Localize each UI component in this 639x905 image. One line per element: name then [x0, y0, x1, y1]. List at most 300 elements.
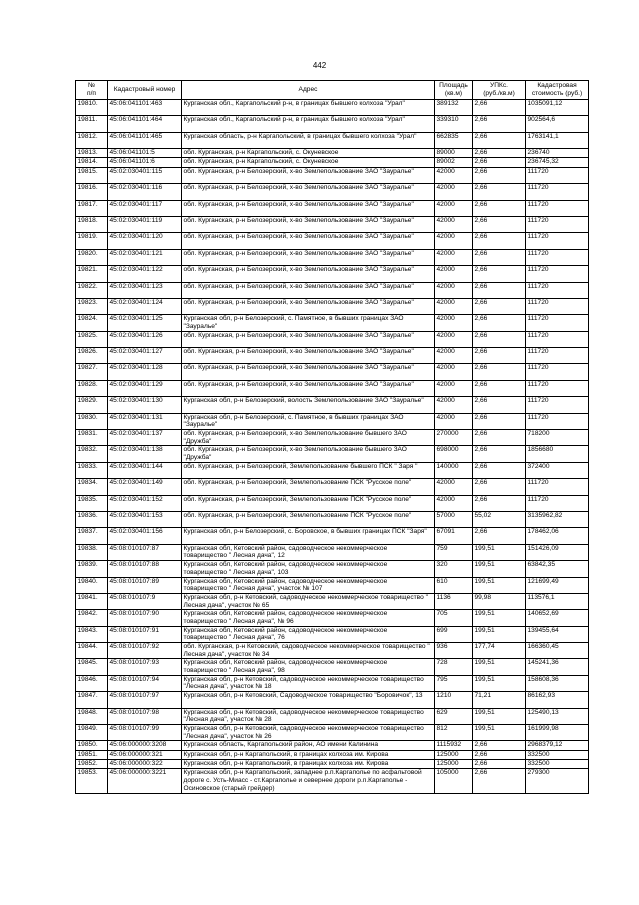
row-number: 19812. — [76, 132, 108, 148]
address: обл. Курганская, р-н Белозерский, Землепользование бывшего ПСК " Заря " — [182, 462, 435, 478]
cadastral-value: 63842,35 — [526, 561, 589, 577]
cadastral-value: 86162,93 — [526, 692, 589, 708]
upks: 2,66 — [473, 397, 526, 413]
address: Курганская обл, Кетовский район, садоводческое некоммерческое товарищество " Лесная дача", 103 — [182, 561, 435, 577]
row-number: 19836. — [76, 511, 108, 527]
cadastral-value: 2968379,12 — [526, 741, 589, 750]
row-number: 19843. — [76, 626, 108, 642]
area: 42000 — [435, 479, 473, 495]
address: Курганская область, Каргапольский район, АО имени Калинина — [182, 741, 435, 750]
cadastral-number: 45:02:030401:122 — [108, 266, 182, 282]
cadastral-number: 45:02:030401:120 — [108, 233, 182, 249]
table-row — [76, 528, 589, 544]
table-header — [76, 81, 589, 100]
cadastral-value: 279300 — [526, 769, 589, 794]
area: 42000 — [435, 298, 473, 314]
address: обл. Курганская, р-н Белозерский, х-во Землепользование ЗАО "Зауралье" — [182, 282, 435, 298]
upks: 2,66 — [473, 380, 526, 396]
upks: 199,51 — [473, 544, 526, 560]
row-number: 19817. — [76, 200, 108, 216]
table-row — [76, 544, 589, 560]
upks: 2,66 — [473, 167, 526, 183]
cadastral-number: 45:06:041101:5 — [108, 149, 182, 158]
upks: 2,66 — [473, 769, 526, 794]
upks: 2,66 — [473, 315, 526, 331]
area: 42000 — [435, 200, 473, 216]
area: 1210 — [435, 692, 473, 708]
address: обл. Курганская, р-н Белозерский, х-во Землепользование ЗАО "Зауралье" — [182, 364, 435, 380]
cadastral-value: 178462,06 — [526, 528, 589, 544]
table-row — [76, 315, 589, 331]
header-area: Площадь (кв.м) — [435, 81, 473, 100]
cadastral-table — [75, 80, 589, 794]
cadastral-value: 145241,36 — [526, 659, 589, 675]
address: обл. Курганская, р-н Белозерский, х-во Землепользование ЗАО "Зауралье" — [182, 184, 435, 200]
cadastral-number: 45:02:030401:156 — [108, 528, 182, 544]
table-row — [76, 233, 589, 249]
area: 339310 — [435, 116, 473, 132]
upks: 2,66 — [473, 282, 526, 298]
area: 42000 — [435, 233, 473, 249]
address: обл. Курганская, р-н Белозерский, Землепользование ПСК "Русское поле" — [182, 479, 435, 495]
header-cadastral-value: Кадастровая стоимость (руб.) — [526, 81, 589, 100]
cadastral-number: 45:06:041101:465 — [108, 132, 182, 148]
address: Курганская обл, Кетовский район, садоводческое некоммерческое товарищество " Лесная дача", 12 — [182, 544, 435, 560]
cadastral-value: 372400 — [526, 462, 589, 478]
address: обл. Курганская, р-н Белозерский, х-во Землепользование ЗАО "Зауралье" — [182, 249, 435, 265]
cadastral-value: 111720 — [526, 200, 589, 216]
area: 42000 — [435, 266, 473, 282]
cadastral-number: 45:02:030401:152 — [108, 495, 182, 511]
upks: 2,66 — [473, 298, 526, 314]
area: 42000 — [435, 364, 473, 380]
area: 125000 — [435, 750, 473, 759]
area: 759 — [435, 544, 473, 560]
area: 42000 — [435, 167, 473, 183]
cadastral-value: 111720 — [526, 184, 589, 200]
table-row — [76, 675, 589, 691]
row-number: 19842. — [76, 610, 108, 626]
row-number: 19820. — [76, 249, 108, 265]
upks: 2,66 — [473, 149, 526, 158]
table-row — [76, 397, 589, 413]
table-row — [76, 462, 589, 478]
address: обл. Курганская, р-н Белозерский, х-во Землепользование ЗАО "Зауралье" — [182, 216, 435, 232]
cadastral-number: 45:08:010107:9 — [108, 593, 182, 609]
address: обл. Курганская, р-н Белозерский, х-во Землепользование ЗАО "Зауралье" — [182, 233, 435, 249]
row-number: 19816. — [76, 184, 108, 200]
area: 629 — [435, 708, 473, 724]
cadastral-number: 45:02:030401:116 — [108, 184, 182, 200]
row-number: 19851. — [76, 750, 108, 759]
area: 728 — [435, 659, 473, 675]
address: Курганская обл, р-н Белозерский, с. Памятное, в бывших границах ЗАО "Зауралье" — [182, 315, 435, 331]
area: 699 — [435, 626, 473, 642]
area: 795 — [435, 675, 473, 691]
area: 936 — [435, 643, 473, 659]
row-number: 19828. — [76, 380, 108, 396]
page-number: 442 — [312, 61, 327, 70]
row-number: 19840. — [76, 577, 108, 593]
table-row — [76, 331, 589, 347]
table-row — [76, 741, 589, 750]
area: 42000 — [435, 413, 473, 429]
cadastral-number: 45:06:000000:3208 — [108, 741, 182, 750]
table-row — [76, 184, 589, 200]
upks: 2,66 — [473, 495, 526, 511]
cadastral-number: 45:06:000000:321 — [108, 750, 182, 759]
area: 67091 — [435, 528, 473, 544]
cadastral-value: 166360,45 — [526, 643, 589, 659]
address: Курганская обл, р-н Кетовский, садоводческое некоммерческое товарищество "Лесная дача", участок № 28 — [182, 708, 435, 724]
address: обл. Курганская, р-н Белозерский, х-во Землепользование бывшего ЗАО "Дружба" — [182, 446, 435, 462]
cadastral-value: 111720 — [526, 495, 589, 511]
upks: 199,51 — [473, 725, 526, 741]
address: Курганская обл., Каргапольский р-н, в границах бывшего колхоза "Урал" — [182, 100, 435, 116]
row-number: 19847. — [76, 692, 108, 708]
area: 42000 — [435, 315, 473, 331]
upks: 2,66 — [473, 116, 526, 132]
table-row — [76, 413, 589, 429]
row-number: 19813. — [76, 149, 108, 158]
row-number: 19837. — [76, 528, 108, 544]
table-row — [76, 430, 589, 446]
row-number: 19834. — [76, 479, 108, 495]
upks: 99,98 — [473, 593, 526, 609]
cadastral-value: 1763141,1 — [526, 132, 589, 148]
address: обл. Курганская, р-н Белозерский, х-во Землепользование ЗАО "Зауралье" — [182, 331, 435, 347]
address: Курганская обл, р-н Кетовский, садоводческое некоммерческое товарищество "Лесная дача", участок № 18 — [182, 675, 435, 691]
cadastral-value: 332500 — [526, 760, 589, 769]
cadastral-value: 111720 — [526, 348, 589, 364]
table-row — [76, 577, 589, 593]
row-number: 19839. — [76, 561, 108, 577]
cadastral-number: 45:02:030401:121 — [108, 249, 182, 265]
cadastral-value: 121699,49 — [526, 577, 589, 593]
cadastral-number: 45:08:010107:88 — [108, 561, 182, 577]
cadastral-value: 111720 — [526, 413, 589, 429]
area: 42000 — [435, 216, 473, 232]
cadastral-value: 111720 — [526, 282, 589, 298]
table-row — [76, 132, 589, 148]
table-row — [76, 149, 589, 158]
address: обл. Курганская, р-н Белозерский, х-во Землепользование ЗАО "Зауралье" — [182, 348, 435, 364]
cadastral-number: 45:02:030401:130 — [108, 397, 182, 413]
address: обл. Курганская, р-н Белозерский, х-во Землепользование бывшего ЗАО "Дружба" — [182, 430, 435, 446]
area: 42000 — [435, 397, 473, 413]
upks: 2,66 — [473, 348, 526, 364]
area: 42000 — [435, 348, 473, 364]
area: 610 — [435, 577, 473, 593]
area: 389132 — [435, 100, 473, 116]
area: 812 — [435, 725, 473, 741]
cadastral-value: 236740 — [526, 149, 589, 158]
upks: 199,51 — [473, 708, 526, 724]
upks: 2,66 — [473, 266, 526, 282]
row-number: 19824. — [76, 315, 108, 331]
row-number: 19827. — [76, 364, 108, 380]
row-number: 19850. — [76, 741, 108, 750]
cadastral-number: 45:02:030401:124 — [108, 298, 182, 314]
area: 89000 — [435, 149, 473, 158]
upks: 2,66 — [473, 479, 526, 495]
area: 1115932 — [435, 741, 473, 750]
row-number: 19815. — [76, 167, 108, 183]
cadastral-value: 111720 — [526, 479, 589, 495]
address: Курганская обл, р-н Белозерский, с. Боровское, в бывших границах ПСК "Заря" — [182, 528, 435, 544]
upks: 199,51 — [473, 577, 526, 593]
upks: 199,51 — [473, 626, 526, 642]
area: 42000 — [435, 495, 473, 511]
address: Курганская обл, р-н Каргапольский, в границах колхоза им. Кирова — [182, 760, 435, 769]
area: 705 — [435, 610, 473, 626]
cadastral-value: 151426,09 — [526, 544, 589, 560]
address: обл. Курганская, р-н Каргапольский, с. Окуневское — [182, 158, 435, 167]
row-number: 19814. — [76, 158, 108, 167]
row-number: 19833. — [76, 462, 108, 478]
upks: 2,66 — [473, 446, 526, 462]
row-number: 19822. — [76, 282, 108, 298]
cadastral-number: 45:02:030401:137 — [108, 430, 182, 446]
address: Курганская обл, р-н Каргапольский, в границах колхоза им. Кирова — [182, 750, 435, 759]
table-row — [76, 725, 589, 741]
cadastral-number: 45:08:010107:97 — [108, 692, 182, 708]
cadastral-value: 111720 — [526, 331, 589, 347]
area: 125000 — [435, 760, 473, 769]
table-row — [76, 100, 589, 116]
area: 140000 — [435, 462, 473, 478]
row-number: 19849. — [76, 725, 108, 741]
row-number: 19852. — [76, 760, 108, 769]
row-number: 19829. — [76, 397, 108, 413]
table-row — [76, 750, 589, 759]
row-number: 19818. — [76, 216, 108, 232]
row-number: 19835. — [76, 495, 108, 511]
cadastral-number: 45:02:030401:123 — [108, 282, 182, 298]
row-number: 19825. — [76, 331, 108, 347]
row-number: 19845. — [76, 659, 108, 675]
area: 270000 — [435, 430, 473, 446]
upks: 2,66 — [473, 184, 526, 200]
row-number: 19811. — [76, 116, 108, 132]
address: обл. Курганская, р-н Белозерский, х-во Землепользование ЗАО "Зауралье" — [182, 266, 435, 282]
upks: 2,66 — [473, 331, 526, 347]
cadastral-number: 45:06:000000:322 — [108, 760, 182, 769]
cadastral-value: 332500 — [526, 750, 589, 759]
area: 42000 — [435, 282, 473, 298]
table-row — [76, 479, 589, 495]
cadastral-value: 140652,69 — [526, 610, 589, 626]
cadastral-value: 111720 — [526, 266, 589, 282]
upks: 2,66 — [473, 528, 526, 544]
upks: 2,66 — [473, 158, 526, 167]
address: Курганская обл, р-н Белозерский, волость Землепользование ЗАО "Зауралье" — [182, 397, 435, 413]
area: 320 — [435, 561, 473, 577]
table-row — [76, 511, 589, 527]
cadastral-value: 161999,98 — [526, 725, 589, 741]
cadastral-value: 111720 — [526, 364, 589, 380]
upks: 2,66 — [473, 249, 526, 265]
cadastral-number: 45:02:030401:126 — [108, 331, 182, 347]
upks: 2,66 — [473, 430, 526, 446]
cadastral-value: 718200 — [526, 430, 589, 446]
cadastral-number: 45:02:030401:119 — [108, 216, 182, 232]
address: обл. Курганская, р-н Белозерский, х-во Землепользование ЗАО "Зауралье" — [182, 298, 435, 314]
table-row — [76, 249, 589, 265]
row-number: 19823. — [76, 298, 108, 314]
upks: 2,66 — [473, 462, 526, 478]
address: Курганская обл, Кетовский район, садоводческое некоммерческое товарищество " Лесная дача", 76 — [182, 626, 435, 642]
cadastral-number: 45:08:010107:91 — [108, 626, 182, 642]
upks: 2,66 — [473, 760, 526, 769]
cadastral-number: 45:02:030401:131 — [108, 413, 182, 429]
upks: 2,66 — [473, 216, 526, 232]
upks: 199,51 — [473, 659, 526, 675]
row-number: 19831. — [76, 430, 108, 446]
cadastral-value: 125490,13 — [526, 708, 589, 724]
cadastral-number: 45:06:041101:6 — [108, 158, 182, 167]
row-number: 19853. — [76, 769, 108, 794]
address: обл. Курганская, р-н Белозерский, Землепользование ПСК "Русское поле" — [182, 495, 435, 511]
area: 42000 — [435, 331, 473, 347]
table-row — [76, 446, 589, 462]
cadastral-value: 1856680 — [526, 446, 589, 462]
upks: 2,66 — [473, 200, 526, 216]
table-row — [76, 167, 589, 183]
area: 42000 — [435, 380, 473, 396]
cadastral-value: 139455,64 — [526, 626, 589, 642]
address: обл. Курганская, р-н Белозерский, Землепользование ПСК "Русское поле" — [182, 511, 435, 527]
table-row — [76, 610, 589, 626]
upks: 199,51 — [473, 675, 526, 691]
area: 662835 — [435, 132, 473, 148]
table-row — [76, 116, 589, 132]
cadastral-number: 45:06:041101:464 — [108, 116, 182, 132]
row-number: 19819. — [76, 233, 108, 249]
upks: 2,66 — [473, 413, 526, 429]
upks: 71,21 — [473, 692, 526, 708]
cadastral-value: 111720 — [526, 298, 589, 314]
cadastral-value: 236745,32 — [526, 158, 589, 167]
table-row — [76, 200, 589, 216]
area: 698000 — [435, 446, 473, 462]
upks: 199,51 — [473, 610, 526, 626]
cadastral-number: 45:02:030401:115 — [108, 167, 182, 183]
row-number: 19846. — [76, 675, 108, 691]
cadastral-value: 1035091,12 — [526, 100, 589, 116]
cadastral-number: 45:08:010107:92 — [108, 643, 182, 659]
address: Курганская область, р-н Каргапольский, в границах бывшего колхоза "Урал" — [182, 132, 435, 148]
table-row — [76, 266, 589, 282]
header-number: № п/п — [76, 81, 108, 100]
cadastral-number: 45:02:030401:129 — [108, 380, 182, 396]
cadastral-number: 45:02:030401:149 — [108, 479, 182, 495]
area: 89002 — [435, 158, 473, 167]
cadastral-number: 45:02:030401:144 — [108, 462, 182, 478]
upks: 55,02 — [473, 511, 526, 527]
cadastral-number: 45:02:030401:153 — [108, 511, 182, 527]
address: Курганская обл, р-н Кетовский, садоводческое некоммерческое товарищество " Лесная дача", участок № 65 — [182, 593, 435, 609]
cadastral-number: 45:02:030401:127 — [108, 348, 182, 364]
address: обл. Курганская, р-н Белозерский, х-во Землепользование ЗАО "Зауралье" — [182, 380, 435, 396]
row-number: 19810. — [76, 100, 108, 116]
upks: 2,66 — [473, 132, 526, 148]
cadastral-number: 45:08:010107:90 — [108, 610, 182, 626]
row-number: 19821. — [76, 266, 108, 282]
table-row — [76, 158, 589, 167]
cadastral-value: 111720 — [526, 233, 589, 249]
address: Курганская обл., Каргапольский р-н, в границах бывшего колхоза "Урал" — [182, 116, 435, 132]
address: Курганская обл, р-н Белозерский, с. Памятное, в бывших границах ЗАО "Зауралье" — [182, 413, 435, 429]
table-row — [76, 495, 589, 511]
upks: 2,66 — [473, 750, 526, 759]
table-row — [76, 692, 589, 708]
address: обл. Курганская, р-н Кетовский, садоводческое некоммерческое товарищество " Лесная дача", участок № 34 — [182, 643, 435, 659]
address: Курганская обл, Кетовский район, садоводческое некоммерческое товарищество " Лесная дача", участок № 107 — [182, 577, 435, 593]
area: 1136 — [435, 593, 473, 609]
header-address: Адрес — [182, 81, 435, 100]
table-row — [76, 364, 589, 380]
upks: 2,66 — [473, 233, 526, 249]
table-row — [76, 593, 589, 609]
table-row — [76, 298, 589, 314]
table-body — [76, 100, 589, 794]
cadastral-number: 45:06:041101:463 — [108, 100, 182, 116]
cadastral-number: 45:02:030401:117 — [108, 200, 182, 216]
cadastral-value: 111720 — [526, 167, 589, 183]
cadastral-value: 3135962,82 — [526, 511, 589, 527]
row-number: 19844. — [76, 643, 108, 659]
cadastral-number: 45:02:030401:125 — [108, 315, 182, 331]
cadastral-value: 158608,36 — [526, 675, 589, 691]
upks: 199,51 — [473, 561, 526, 577]
cadastral-number: 45:06:000000:3221 — [108, 769, 182, 794]
address: Курганская обл, р-н Кетовский, Садоводческое товарищество "Боровичок", 13 — [182, 692, 435, 708]
table-row — [76, 348, 589, 364]
cadastral-value: 111720 — [526, 315, 589, 331]
table-row — [76, 561, 589, 577]
upks: 177,74 — [473, 643, 526, 659]
cadastral-value: 111720 — [526, 397, 589, 413]
cadastral-value: 902564,6 — [526, 116, 589, 132]
address: обл. Курганская, р-н Каргапольский, с. Окуневское — [182, 149, 435, 158]
row-number: 19848. — [76, 708, 108, 724]
area: 42000 — [435, 184, 473, 200]
cadastral-number: 45:08:010107:87 — [108, 544, 182, 560]
address: Курганская обл, Кетовский район, садоводческое некоммерческое товарищество " Лесная дача", № 96 — [182, 610, 435, 626]
cadastral-value: 111720 — [526, 249, 589, 265]
table-row — [76, 769, 589, 794]
header-upks: УПКс. (руб./кв.м) — [473, 81, 526, 100]
upks: 2,66 — [473, 364, 526, 380]
table-row — [76, 216, 589, 232]
cadastral-number: 45:08:010107:93 — [108, 659, 182, 675]
row-number: 19832. — [76, 446, 108, 462]
address: Курганская обл, Кетовский район, садоводческое некоммерческое товарищество " Лесная дача", 98 — [182, 659, 435, 675]
table-row — [76, 380, 589, 396]
area: 57000 — [435, 511, 473, 527]
address: обл. Курганская, р-н Белозерский, х-во Землепользование ЗАО "Зауралье" — [182, 200, 435, 216]
cadastral-number: 45:08:010107:99 — [108, 725, 182, 741]
cadastral-value: 113576,1 — [526, 593, 589, 609]
table-row — [76, 626, 589, 642]
table-row — [76, 760, 589, 769]
table-row — [76, 708, 589, 724]
upks: 2,66 — [473, 741, 526, 750]
cadastral-value: 111720 — [526, 380, 589, 396]
address: Курганская обл, р-н Каргапольский, западнее р.п.Каргаполье по асфальтовой дороге с. Усть-Миасс - ст.Каргаполье и севернее дороги р.п.Каргаполье - Осиновское (старый грейдер) — [182, 769, 435, 794]
row-number: 19838. — [76, 544, 108, 560]
